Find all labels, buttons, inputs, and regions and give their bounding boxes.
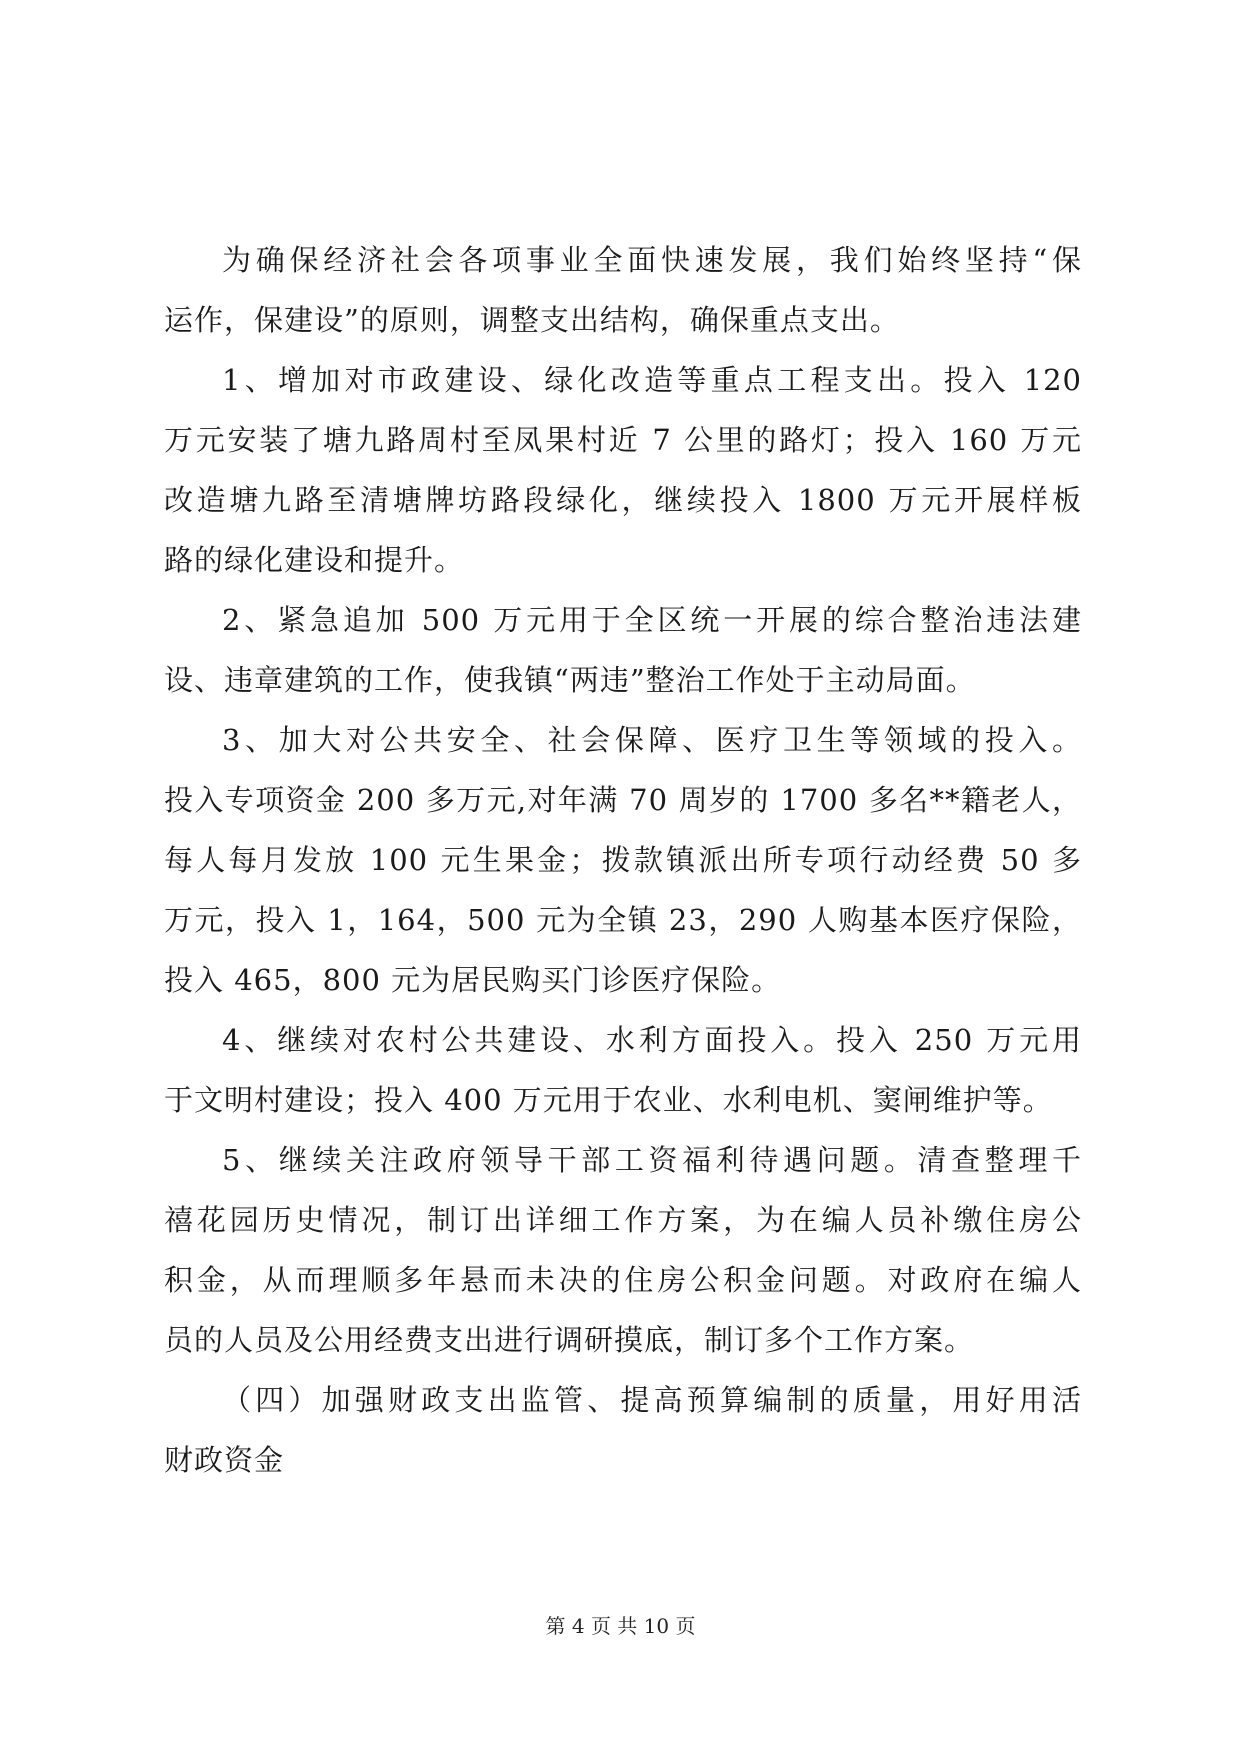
paragraph-item-2 [164, 590, 1082, 710]
paragraph-item-3 [164, 710, 1082, 1010]
text-line: 改造塘九路至清塘牌坊路段绿化，继续投入 1800 万元开展样板 [164, 483, 1082, 517]
paragraph-item-5 [164, 1130, 1082, 1370]
text-line: 禧花园历史情况，制订出详细工作方案，为在编人员补缴住房公 [164, 1203, 1082, 1237]
text-line: 3、加大对公共安全、社会保障、医疗卫生等领域的投入。 [222, 723, 1082, 757]
text-line: 为确保经济社会各项事业全面快速发展，我们始终坚持“保 [222, 243, 1082, 277]
text-line: 设、违章建筑的工作，使我镇“两违”整治工作处于主动局面。 [164, 663, 976, 697]
paragraph-item-4 [164, 1010, 1082, 1130]
text-line: （四）加强财政支出监管、提高预算编制的质量，用好用活 [222, 1383, 1082, 1417]
text-line: 员的人员及公用经费支出进行调研摸底，制订多个工作方案。 [164, 1323, 975, 1357]
text-line: 投入 465，800 元为居民购买门诊医疗保险。 [164, 963, 782, 997]
text-line: 4、继续对农村公共建设、水利方面投入。投入 250 万元用 [222, 1023, 1082, 1057]
text-line: 积金，从而理顺多年悬而未决的住房公积金问题。对政府在编人 [164, 1263, 1082, 1297]
text-line: 1、增加对市政建设、绿化改造等重点工程支出。投入 120 [222, 363, 1082, 397]
text-line: 2、紧急追加 500 万元用于全区统一开展的综合整治违法建 [222, 603, 1082, 637]
paragraph-item-1 [164, 350, 1082, 590]
paragraph-intro [164, 230, 1082, 350]
text-line: 投入专项资金 200 多万元,对年满 70 周岁的 1700 多名**籍老人， [164, 783, 1082, 817]
text-line: 万元，投入 1，164，500 元为全镇 23，290 人购基本医疗保险， [164, 903, 1082, 937]
document-body [164, 230, 1082, 1490]
text-line: 5、继续关注政府领导干部工资福利待遇问题。清查整理千 [222, 1143, 1082, 1177]
text-line: 于文明村建设；投入 400 万元用于农业、水利电机、窦闸维护等。 [164, 1083, 1053, 1117]
paragraph-section-heading [164, 1370, 1082, 1490]
text-line: 每人每月发放 100 元生果金；拨款镇派出所专项行动经费 50 多 [164, 843, 1082, 877]
text-line: 运作，保建设”的原则，调整支出结构，确保重点支出。 [164, 303, 900, 337]
text-line: 财政资金 [164, 1443, 285, 1477]
text-line: 路的绿化建设和提升。 [164, 543, 465, 577]
page-number-footer: 第 4 页 共 10 页 [545, 1614, 696, 1638]
text-line: 万元安装了塘九路周村至凤果村近 7 公里的路灯；投入 160 万元 [164, 423, 1082, 457]
